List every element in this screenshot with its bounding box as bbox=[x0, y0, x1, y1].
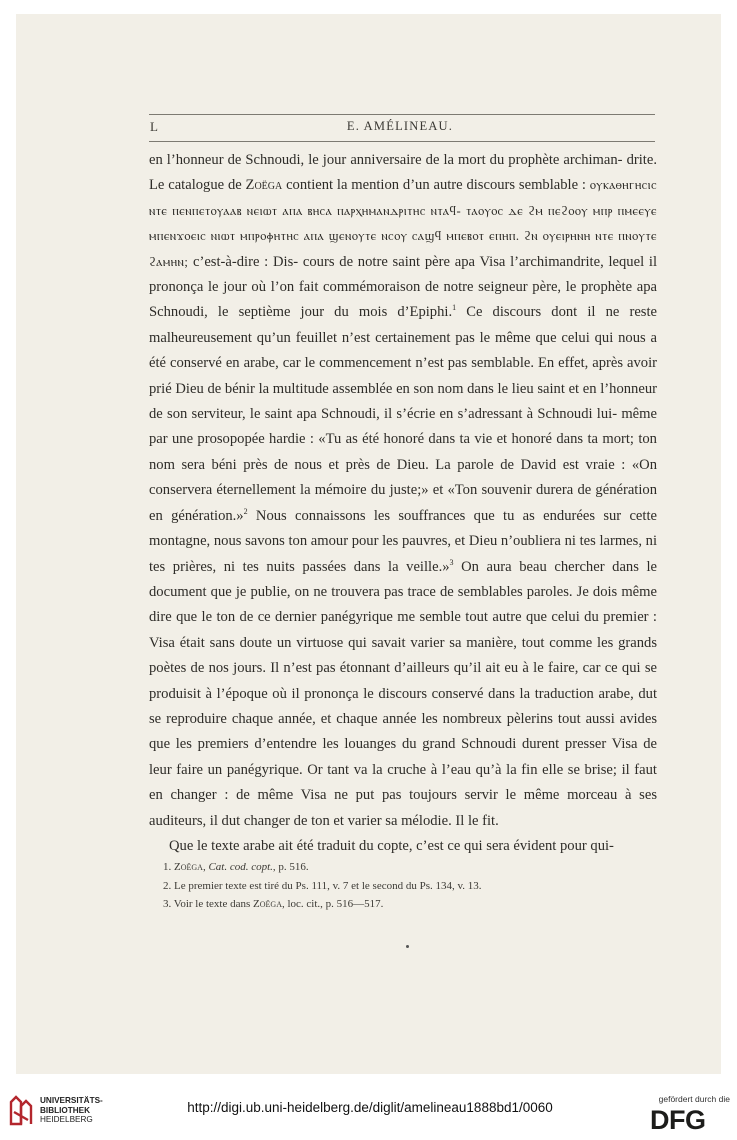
footnote-author: Zoëga bbox=[253, 898, 282, 910]
text-line: cours de notre saint père apa Visa l’archimandrite, lequel il prononça le jour où bbox=[149, 253, 657, 296]
text-line: On aura beau bbox=[453, 558, 547, 575]
page-number: L bbox=[150, 119, 159, 134]
text-line: qu’il ait eu à le faire, car ce qui se produisit à l’époque où il prononça le discours bbox=[149, 660, 658, 702]
footnote-text: , loc. cit., p. 516—517. bbox=[281, 898, 384, 910]
text-line: sa mélodie. Il le fit. bbox=[385, 812, 499, 829]
coptic-text: ⲧⲁⲟⲩⲟⲥ ⲇⲉ ϩⲙ ⲡⲉϩⲟⲟⲩ ⲙⲡⲣ ⲡⲙⲉⲉⲩⲉ ⲙⲡⲉⲛϫⲟⲉⲓⲥ ⲛⲓⲱⲧ ⲙⲡⲣⲟⲫⲏⲧⲏⲥ ⲁⲡⲁ ϣⲉⲛⲟⲩⲧⲉ bbox=[149, 203, 657, 244]
funding-caption: gefördert durch die bbox=[658, 1094, 730, 1104]
text-line: Nous connaissons les souffrances que tu as endurées bbox=[247, 507, 595, 524]
footnote-2: 2. Le premier texte est tiré du Ps. 111, v. 7 et le second du Ps. 134, v. 13. bbox=[163, 879, 482, 892]
text-line: les nombreux pèlerins tout aussi avides que les premiers d’entendre les louanges bbox=[149, 710, 657, 753]
text-line: du grand Schnoudi durent presser Visa de leur faire un panégyrique. Or tant va bbox=[149, 736, 657, 778]
footnote-1 bbox=[163, 858, 643, 877]
text-line: vraie : «On conservera éternellement la mémoire du juste;» et «Ton souvenir durera bbox=[149, 456, 657, 499]
text-line: conservé dans la traduction arabe, dut se reproduire chaque année, et chaque année bbox=[149, 685, 657, 727]
viewer-footer bbox=[0, 1076, 737, 1140]
library-line: BIBLIOTHEK bbox=[40, 1105, 91, 1115]
text-line: l’on fait commémoraison de notre seigneur père, le prophète apa Schnoudi, le bbox=[149, 279, 657, 321]
text-line: pas toujours servir le même morceau à ses auditeurs, il dut changer de ton et varier bbox=[149, 787, 657, 829]
text-line: Dieu de bénir la multitude assemblée en son nom dans le lieu saint et en l’honneur bbox=[175, 380, 657, 397]
footnote-author: Zoëga bbox=[174, 861, 203, 873]
footnotes bbox=[163, 858, 643, 914]
permalink-url[interactable]: http://digi.ub.uni-heidelberg.de/diglit/amelineau1888bd1/0060 bbox=[187, 1100, 553, 1115]
text-line: sur cette montagne, nous savons ton amour pour les pauvres, et Dieu n’oubliera bbox=[149, 507, 657, 550]
footnote-separator: , bbox=[202, 861, 209, 873]
text-line: paroles. Je dois même dire que le ton de ce dernier panégyrique me semble tout bbox=[149, 583, 657, 626]
text-line: Ce discours dont il ne reste malheureusement bbox=[149, 304, 658, 346]
author-name: Zoëga bbox=[245, 177, 283, 194]
library-line: UNIVERSITÄTS- bbox=[40, 1096, 103, 1105]
header-rule-top bbox=[149, 114, 655, 115]
footnote-ref: 3 bbox=[449, 557, 454, 567]
text-line: mort; ton nom sera béni près de nous et près de Dieu. La parole de David est bbox=[149, 431, 657, 473]
text-line: qu’un feuillet n’est certainement pas le même que celui qui nous a été conservé bbox=[149, 329, 657, 372]
footnote-ref: 2 bbox=[243, 506, 248, 516]
paragraph-next bbox=[149, 834, 657, 859]
library-line: HEIDELBERG bbox=[40, 1115, 93, 1125]
text-line: c’est-à-dire : Dis- bbox=[188, 253, 299, 270]
footnote-text: 3. Voir le texte dans bbox=[163, 898, 254, 910]
footnote-text: , p. 516. bbox=[272, 861, 309, 873]
text-line: en l’honneur de Schnoudi, le jour anniversaire de la mort du prophète archiman- bbox=[149, 152, 623, 168]
text-line: ni tes larmes, ni tes prières, ni tes nuits passées dans la veille.» bbox=[149, 533, 658, 575]
text-line: en arabe, car le commencement n’est pas semblable. En effet, après avoir prié bbox=[149, 355, 657, 397]
text-line: contient la mention d’un autre discours semblable : bbox=[282, 177, 586, 194]
coptic-text: ⲛⲥⲟⲩ ⲥⲁϣϥ ⲙⲡⲉⲃⲟⲧ ⲉⲡⲏⲡ. ϩⲛ ⲟⲩⲉⲓⲣⲏⲛⲏ ⲛⲧⲉ ⲡⲛⲟⲩⲧⲉ ϩⲁⲙⲏⲛ; bbox=[149, 229, 657, 269]
university-library-name[interactable] bbox=[40, 1096, 103, 1125]
footnote-title: Cat. cod. copt. bbox=[208, 861, 273, 873]
text-line: autre que celui du premier : Visa était sans doute un virtuose qui savait varier sa bbox=[149, 609, 657, 651]
text-line: Que le texte arabe ait été traduit du copte, c’est ce qui sera évident pour qui- bbox=[169, 837, 614, 854]
text-line: de son serviteur, le saint apa Schnoudi, il s’écrie en s’adressant à Schnoudi lui- bbox=[149, 406, 618, 423]
text-line: drite. Le catalogue de bbox=[149, 152, 657, 194]
text-line: la cruche à l’eau qu’à la fin elle se brise; il faut en changer : de même Visa ne put bbox=[149, 761, 657, 804]
footnote-3 bbox=[163, 895, 643, 914]
running-head: E. AMÉLINEAU. bbox=[346, 119, 454, 133]
text-line: de génération en génération.» bbox=[149, 482, 658, 524]
footnote-ref: 1 bbox=[452, 303, 457, 313]
header-rule-bottom bbox=[149, 141, 655, 142]
text-line: septième jour du mois d’Epiphi. bbox=[238, 304, 453, 321]
footnote-number: 1. bbox=[163, 861, 172, 873]
university-library-logo-icon[interactable] bbox=[8, 1094, 34, 1128]
text-line: même par une prosopopée hardie : «Tu as été honoré dans ta vie et honoré dans ta bbox=[149, 406, 657, 448]
dfg-logo[interactable]: DFG bbox=[650, 1105, 706, 1135]
coptic-text: ⲟⲩⲕⲁⲑⲏⲅⲏⲥⲓⲥ ⲛⲧⲉ ⲡⲉⲛⲡⲉⲧⲟⲩⲁⲁⲃ ⲛⲉⲓⲱⲧ ⲁⲡⲁ ⲃⲏⲥⲁ ⲡⲁⲣⲭⲏⲙⲁⲛⲇⲣⲓⲧⲏⲥ ⲛⲧⲁϥ- bbox=[149, 178, 657, 218]
page-mark bbox=[406, 945, 409, 948]
body-text bbox=[149, 148, 657, 859]
paragraph-main bbox=[149, 148, 657, 834]
text-line: chercher dans le document que je publie, on ne trouvera pas trace de semblables bbox=[149, 558, 657, 600]
text-line: manière, tout comme les grands poètes de nos jours. Il n’est pas étonnant d’ailleurs bbox=[149, 634, 657, 677]
